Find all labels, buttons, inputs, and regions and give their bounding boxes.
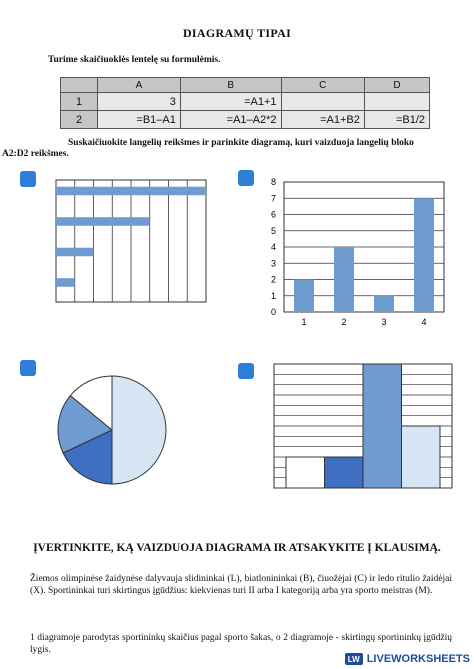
bar bbox=[334, 247, 354, 312]
bar bbox=[56, 278, 75, 287]
y-tick-label: 8 bbox=[270, 177, 276, 187]
bar bbox=[56, 248, 94, 257]
paragraph-2: 1 diagramoje parodytas sportininkų skaičius pagal sporto šakas, o 2 diagramoje - skirtingų sportininkų įgūdžių lygis. bbox=[30, 633, 452, 655]
row-header: 2 bbox=[61, 111, 98, 129]
answer-marker-3[interactable] bbox=[20, 360, 36, 376]
cell-c2: =A1+B2 bbox=[281, 111, 364, 129]
cell-a2: =B1–A1 bbox=[98, 111, 181, 129]
column-chart bbox=[268, 360, 458, 492]
y-tick-label: 7 bbox=[270, 193, 276, 204]
y-tick-label: 3 bbox=[270, 258, 276, 269]
column-header: C bbox=[281, 78, 364, 93]
cell-a1: 3 bbox=[98, 93, 181, 111]
column-header: B bbox=[180, 78, 281, 93]
x-tick-label: 4 bbox=[421, 317, 427, 327]
corner-cell bbox=[61, 78, 98, 93]
page-title: DIAGRAMŲ TIPAI bbox=[182, 26, 292, 40]
answer-marker-1[interactable] bbox=[20, 171, 36, 187]
pie-chart bbox=[52, 360, 182, 500]
bar bbox=[414, 198, 434, 312]
bar bbox=[402, 426, 441, 488]
y-tick-label: 5 bbox=[270, 225, 276, 236]
y-tick-label: 2 bbox=[270, 274, 276, 285]
y-tick-label: 0 bbox=[270, 307, 276, 317]
pie-slice bbox=[112, 376, 166, 484]
x-tick-label: 1 bbox=[301, 317, 307, 327]
liveworksheets-logo-icon: LW bbox=[345, 653, 363, 665]
liveworksheets-badge[interactable] bbox=[345, 651, 470, 667]
section-title: ĮVERTINKITE, KĄ VAIZDUOJA DIAGRAMA IR ATSAKYKITE Į KLAUSIMĄ. bbox=[33, 542, 441, 554]
cell-b1: =A1+1 bbox=[180, 93, 281, 111]
y-tick-label: 6 bbox=[270, 209, 276, 220]
y-tick-label: 1 bbox=[270, 290, 276, 301]
cell-d2: =B1/2 bbox=[364, 111, 429, 129]
x-tick-label: 3 bbox=[381, 317, 387, 327]
column-header: D bbox=[364, 78, 429, 93]
bar bbox=[56, 217, 150, 226]
cell-c1 bbox=[281, 93, 364, 111]
task-text-cont: A2:D2 reikšmes. bbox=[2, 149, 69, 159]
task-text: Suskaičiuokite langelių reikšmes ir parinkite diagramą, kuri vaizduoja langelių bloko bbox=[68, 138, 414, 148]
vertical-bar-chart bbox=[262, 174, 452, 330]
bar bbox=[363, 364, 402, 488]
horizontal-bar-chart bbox=[50, 176, 210, 308]
column-header: A bbox=[98, 78, 181, 93]
answer-marker-4[interactable] bbox=[238, 363, 254, 379]
answer-marker-2[interactable] bbox=[238, 170, 254, 186]
bar bbox=[325, 457, 364, 488]
bar bbox=[56, 187, 206, 196]
y-tick-label: 4 bbox=[270, 242, 276, 252]
spreadsheet-table bbox=[60, 77, 430, 129]
cell-d1 bbox=[364, 93, 429, 111]
bar bbox=[294, 280, 314, 313]
liveworksheets-text: LIVEWORKSHEETS bbox=[366, 653, 470, 665]
bar bbox=[374, 296, 394, 312]
x-tick-label: 2 bbox=[341, 317, 347, 327]
cell-b2: =A1–A2*2 bbox=[180, 111, 281, 129]
intro-text: Turime skaičiuoklės lentelę su formulėmis. bbox=[48, 55, 221, 65]
row-header: 1 bbox=[61, 93, 98, 111]
paragraph-1: Žiemos olimpinėse žaidynėse dalyvauja slidininkai (L), biatlonininkai (B), čiuožėjai (C) ir ledo ritulio žaidėjai (X). Sportininkai turi skirtingus įgūdžius: kiekvienas turi II arba I kategoriją arba yra sporto meistras (M). bbox=[30, 574, 452, 596]
bar bbox=[286, 457, 325, 488]
